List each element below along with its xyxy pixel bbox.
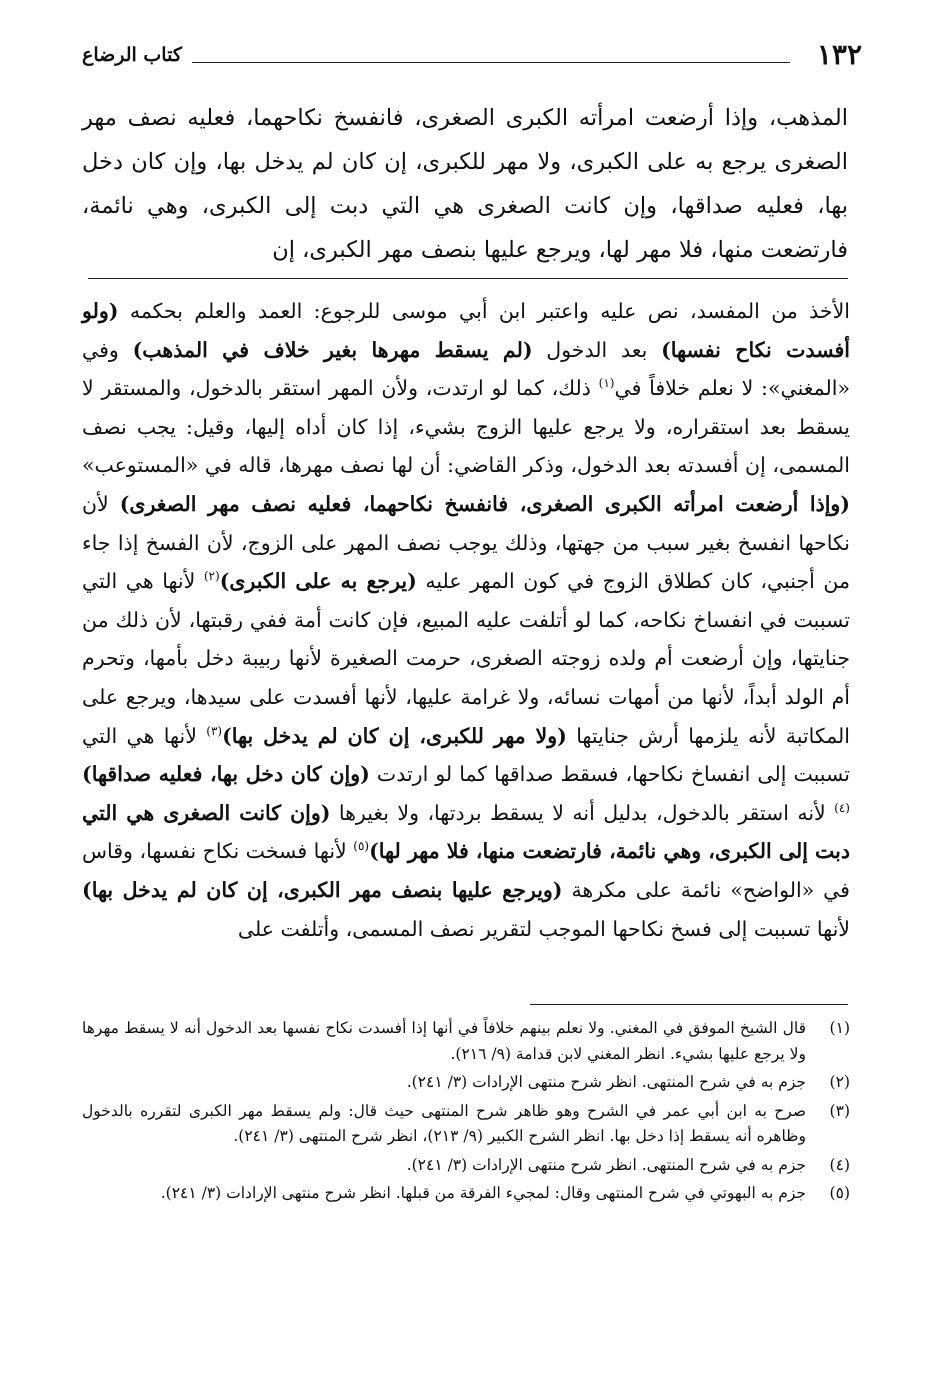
footnote-ref-3[interactable]: (٣) xyxy=(206,723,223,738)
footnote-ref-5[interactable]: (٥) xyxy=(353,839,370,854)
footnote-ref-2[interactable]: (٢) xyxy=(203,569,220,584)
quoted-matn: (ويرجع عليها بنصف مهر الكبرى، إن كان لم يدخل بها) xyxy=(82,877,563,902)
footnote-text: قال الشيخ الموفق في المغني. ولا نعلم بينهم خلافاً في أنها إذا أفسدت نكاح نفسها بعد الدخول أنه لا يسقط مهرها ولا يرجع عليها بشيء. انظر المغني لابن قدامة (٩/ ٢١٦). xyxy=(82,1019,806,1063)
sharh-text: لأن نكاحها انفسخ بغير سبب من جهتها، وذلك يوجب نصف المهر على الزوج، لأن الفسخ إذا جاء من أجنبي، كان كطلاق الزوج في كون المهر عليه xyxy=(82,491,850,594)
sharh-text: بعد الدخول xyxy=(532,337,662,362)
sharh-text: لأنها هي التي تسببت إلى انفساخ نكاحها، فسقط صداقها كما لو ارتدت xyxy=(82,723,850,787)
footnotes xyxy=(82,1016,850,1210)
sharh-commentary xyxy=(82,292,850,948)
header-rule xyxy=(192,62,790,63)
quoted-matn: (وإن كانت الصغرى هي التي دبت إلى الكبرى، وهي نائمة، فارتضعت منها، فلا مهر لها) xyxy=(82,800,850,864)
footnote-item xyxy=(82,1016,850,1067)
quoted-matn: (يرجع به على الكبرى) xyxy=(219,569,417,594)
sharh-text: لأنها تسببت إلى فسخ نكاحها الموجب لتقرير نصف المسمى، وأتلفت على xyxy=(237,916,850,941)
footnote-separator xyxy=(530,1004,848,1005)
footnote-number: (٤) xyxy=(829,1155,850,1174)
footnote-number: (٣) xyxy=(829,1101,850,1120)
quoted-matn: (ولو أفسدت نكاح نفسها) xyxy=(82,299,851,362)
footnote-item xyxy=(82,1070,850,1096)
book-title: كتاب الرضاع xyxy=(82,44,182,66)
running-header xyxy=(82,38,862,72)
quoted-matn: (لم يسقط مهرها بغير خلاف في المذهب) xyxy=(132,337,533,362)
sharh-text: لأنها فسخت نكاح نفسها، وقاس في «الواضح» نائمة على مكرهة xyxy=(81,839,850,902)
sharh-paragraph xyxy=(82,292,850,948)
footnote-text: صرح به ابن أبي عمر في الشرح وهو ظاهر شرح المنتهى حيث قال: ولم يسقط مهر الكبرى لتقرره بالدخول وظاهره أنه يسقط إذا دخل بها. انظر الشرح الكبير (٩/ ٢١٣)، انظر شرح المنتهى (٣/ ٢٤١). xyxy=(82,1101,806,1145)
footnote-text: جزم به في شرح المنتهى. انظر شرح منتهى الإرادات (٣/ ٢٤١). xyxy=(406,1155,806,1174)
matn-text: المذهب، وإذا أرضعت امرأته الكبرى الصغرى، فانفسخ نكاحهما، فعليه نصف مهر الصغرى يرجع به على الكبرى، ولا مهر للكبرى، إن كان لم يدخل بها، وإن كان دخل بها، فعليه صداقها، وإن كانت الصغرى هي التي دبت إلى الكبرى، وهي نائمة، فارتضعت منها، فلا مهر لها، ويرجع عليها بنصف مهر الكبرى، إن xyxy=(82,105,848,263)
sharh-text: لأنه استقر بالدخول، بدليل أنه لا يسقط بردتها، ولا بغيرها xyxy=(330,800,835,825)
sharh-text: الأخذ من المفسد، نص عليه واعتبر ابن أبي موسى للرجوع: العمد والعلم بحكمه xyxy=(118,299,850,323)
footnote-ref-1[interactable]: (١) xyxy=(598,376,615,391)
sharh-text: لأنها هي التي تسببت في انفساخ نكاحه، كما لو أتلفت عليه المبيع، فإن كانت أمة ففي رقبتها، لأن ذلك من جنايتها، وإن أرضعت أم ولده زوجته الصغرى، حرمت الصغيرة لأنها ربيبة دخل بأمها، وتحرم أم الولد أبداً، لأنها من أمهات نسائه، ولا غرامة عليها، لأنها أفسدت على سيدها، ويرجع على المكاتبة لأنه يلزمها أرش جنايتها xyxy=(82,569,850,748)
quoted-matn: (وإن كان دخل بها، فعليه صداقها) xyxy=(82,762,370,787)
footnote-item xyxy=(82,1153,850,1179)
page-number: ١٣٢ xyxy=(816,38,862,71)
footnote-number: (٢) xyxy=(829,1073,850,1091)
sharh-text: ذلك، كما لو ارتدت، ولأن المهر استقر بالدخول، والمستقر لا يسقط بعد استقراره، ولا يرجع عليها الزوج بشيء، إذا كان أداه إليها، وقيل: يجب نصف المسمى، إن أفسدته بعد الدخول، وذكر القاضي: أن لها نصف مهرها، قاله في «المستوعب» xyxy=(82,376,850,478)
footnote-text: جزم به البهوتي في شرح المنتهى وقال: لمجيء الفرقة من قبلها. انظر شرح منتهى الإرادات (٣/ ٢٤١). xyxy=(160,1184,806,1202)
footnote-number: (١) xyxy=(829,1019,850,1037)
quoted-matn: (ولا مهر للكبرى، إن كان لم يدخل بها) xyxy=(222,723,567,748)
matn-separator xyxy=(88,278,848,279)
footnote-text: جزم به في شرح المنتهى. انظر شرح منتهى الإرادات (٣/ ٢٤١). xyxy=(406,1073,806,1091)
quoted-matn: (وإذا أرضعت امرأته الكبرى الصغرى، فانفسخ نكاحهما، فعليه نصف مهر الصغرى) xyxy=(119,491,850,516)
footnote-ref-4[interactable]: (٤) xyxy=(834,800,850,815)
footnote-item xyxy=(82,1181,850,1207)
footnote-number: (٥) xyxy=(829,1184,850,1202)
sharh-text: وفي «المغني»: لا نعلم خلافاً في xyxy=(82,337,850,401)
footnote-item xyxy=(82,1099,850,1150)
